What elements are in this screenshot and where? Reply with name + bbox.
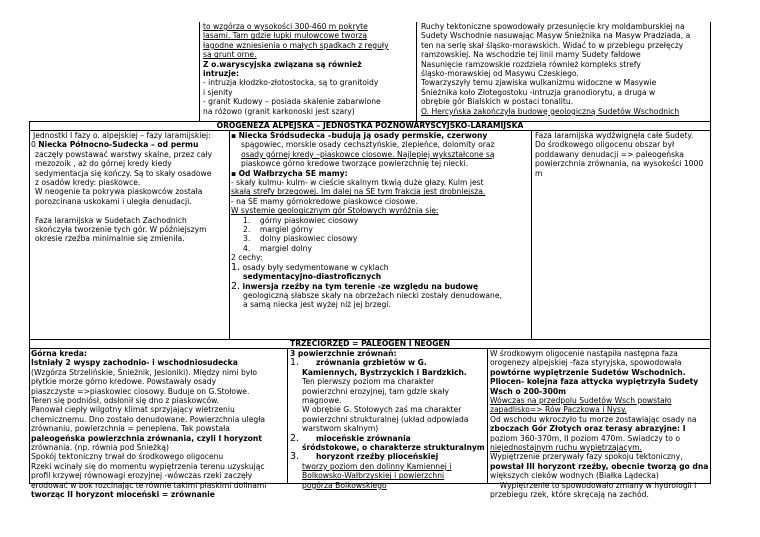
section-header-tertiary: TRZECIORZĘD = PALEOGEN I NEOGEN [290, 339, 450, 348]
text-line: Górna kreda: [31, 349, 87, 358]
bullet-icon: ▪ [231, 168, 237, 178]
text-line: okresie rzeźba minimalnie się zmieniła. [35, 234, 185, 244]
text-line: erodować w bok rozcinając te równie takimi płaskimi dolinami [31, 480, 267, 490]
text-line: przebiegu rzek, które skręcają na zachód. [490, 490, 649, 500]
text-line: Bolkowsko-Wałbrzyskiej i powierzchni [302, 471, 445, 481]
text-line: pogórza Bolkowskiego [302, 480, 387, 490]
col-divider-sec2-a [287, 348, 288, 484]
text-line: powierzchni erozyjnej, tam gdzie skały [302, 386, 449, 396]
text-line: powierzchni strukturalnej (układ odpowiada [302, 414, 469, 424]
text-line: śląsko-morawskiej od Masywu Czeskiego. [421, 69, 579, 79]
text-line: porozcinana uskokami i uległa denudacji. [35, 196, 192, 206]
text-line: O. Hercyńska zakończyła budowę geologiczną Sudetów Wschodnich [421, 106, 680, 116]
col-divider-sec2-b [487, 348, 488, 484]
col-divider-top [416, 22, 417, 122]
text-line: Kamiennych, Bystrzyckich i Bardzkich. [302, 367, 467, 377]
text-line: ▪ Od Wałbrzycha SE mamy: [231, 168, 348, 178]
text-line: śródstokowe, o charakterze strukturalnym [302, 443, 485, 453]
text-line: osady górnej kredy –piaskowce ciosowe. Najlepiej wykształcone są [241, 149, 495, 159]
text-line: Teren się podniósł, odsłonił się dno z piaskowców. [31, 396, 220, 406]
text-line: W środkowym oligocenie nastąpiła następna faza [490, 349, 678, 358]
text-line: m [535, 168, 543, 178]
text-line: Spokój tektoniczny trwał do środkowego oligocenu [31, 452, 224, 462]
text-line: Wypiętrzenie przerywały fazy spokoju tektoniczny, [490, 452, 683, 462]
text-line: sedymentacyjno-diastroficznych [243, 272, 382, 282]
text-line: powierzchnia zrównania, na wysokości 1000 [535, 159, 704, 169]
list-item: 2. mioceńskie zrównania [290, 432, 411, 444]
text-line: poziom 360-370m, II poziom 470m. Swiadczy to o [490, 433, 680, 443]
table-border-right-top [710, 22, 711, 122]
text-line: lasami. Tam gdzie łupki mułowcowe tworzą [203, 31, 368, 41]
text-line: piaskowce górno kredowe tworzące powierzchnię tej niecki. [241, 159, 469, 169]
table-border-left [29, 121, 30, 484]
text-line: Faza laramijska wydźwignęła całe Sudety. [535, 131, 694, 140]
text-line: Od wschodu wkroczyło tu morze zostawiając osady na [490, 414, 697, 424]
text-line: niejednostajnym ruchu wypiętrzającym. [490, 443, 642, 453]
text-line: paleogeńska powierzchnia zrównania, czyli I horyzont [31, 433, 262, 443]
text-line: (Wzgórza Strzelińskie, Śnieżnik, Jesioniki). Między nimi było [31, 367, 258, 377]
text-line: Wsch o 200-300m [490, 386, 567, 396]
text-line: Rzeki wcinały się do momentu wypiętrzenia terenu uzyskując [31, 461, 265, 471]
text-line: Ruchy tektoniczne spowodowały przesunięcie kry moldamburskiej na [421, 22, 685, 31]
table-border-left-top [199, 22, 200, 122]
text-line: chemicznemu. Dno zostało denudowane. Powierzchnia uległa [31, 414, 266, 424]
list-numeral: 0 [31, 140, 36, 150]
text-line: - granit Kudowy – posiada skalenie zabarwione [203, 97, 381, 107]
text-line: skałą strefy brzegowej. Im dalej na SE tym frakcja jest drobniejsza. [231, 187, 486, 197]
text-line: skończyła tworzenie tych gór. W późniejszym [35, 225, 207, 235]
text-line: Śnieżnika koło Złotegostoku -intruzja granodiorytu, a druga w [421, 87, 656, 97]
text-line: - na SE mamy górnokredowe piaskowce ciosowe. [231, 196, 418, 206]
text-line: obrębie gór Bialskich w postaci tonalitu. [421, 97, 574, 107]
text-line: są grunt orne. [203, 50, 257, 60]
spacer [31, 206, 228, 215]
text-line: W neogenie ta pokrywa piaskowców została [35, 187, 203, 197]
text-line: powtórne wypiętrzenie Sudetów Wschodnich. [490, 367, 686, 377]
text-line: Istniały 2 wyspy zachodnio- i wschodniosudecka [31, 358, 238, 368]
text-line: - skały kulmu- kulm- w cieście skalnym tkwią duże głazy. Kulm jest [231, 178, 484, 188]
text-line: tworzy poziom den dolinny Kamiennej i [302, 461, 452, 471]
text-line: Panował ciepły wilgotny klimat sprzyjający wietrzeniu [31, 405, 235, 415]
text-line: mezozoik , aż do górnej kredy kiedy [35, 159, 172, 169]
text-line: zapadlisko=> Rów Paczkowa i Nysy. [490, 405, 627, 415]
text-line: Sudety Wschodnie nasuwając Masyw Śnieżnika na Masyw Pradziada, a [421, 31, 691, 41]
text-line: 0 Niecka Północno-Sudecka – od permu [31, 140, 199, 150]
text-line: piaszczyste =>piaskowiec ciosowy. Buduje on G.Stołowe. [31, 386, 250, 396]
text-line: 3 powierzchnie zrównań: [290, 349, 397, 358]
text-line: z osadów kredy: piaskowce. [35, 178, 141, 188]
text-line: sedymentacja się kończy. Są to skały osadowe [35, 168, 212, 178]
top-mid-cell [203, 22, 415, 121]
text-line: zaczęły powstawać warstwy skalne, przez cały [35, 149, 213, 159]
list-item: 3. dolny piaskowiec ciosowy [243, 234, 358, 244]
text-line: i sjenity [203, 87, 233, 97]
sec1-mid-cell [231, 131, 530, 338]
list-item: 4. margiel dolny [243, 243, 312, 253]
sec2-mid-cell [290, 349, 486, 490]
list-item: 1. zrównania grzbietów w G. [290, 357, 427, 369]
text-line: ten na serię skał śląsko-morawskich. Widać to w przebiegu przełęczy [421, 40, 684, 50]
text-line: Ten pierwszy poziom ma charakter [302, 377, 435, 387]
text-line: - intruzja kłodzko-złotostocka, są to granitoidy [203, 78, 379, 88]
text-line: Faza laramijska w Sudetach Zachodnich [35, 215, 187, 225]
text-line: większych cieków wodnych (Białka Lądecka) [490, 471, 659, 481]
text-line: zrównaniu, powierzchnia = peneplena. Tak powstała [31, 424, 230, 434]
top-right-cell [421, 22, 709, 121]
text-line: profil krzywej równowagi erozyjnej -wówczas rzeki zaczęły [31, 471, 253, 481]
text-line: ▪ Niecka Śródsudecka –budują ją osady permskie, czerwony [231, 131, 488, 140]
text-line: Wówczas na przedpolu Sudetów Wsch powstało [490, 396, 672, 406]
list-item: 1. osady były sedymentowane w cyklach [231, 261, 389, 273]
text-line: W obrębie G. Stołowych zaś ma charakter [302, 405, 462, 415]
text-line: Wypiętrzenie to spowodowało zmiany w hydrologii i [490, 480, 697, 490]
text-line: a samą niecka jest wyżej niż jej brzegi. [243, 300, 391, 310]
list-item: 1. górny piaskowiec ciosowy [243, 215, 359, 225]
section-header-alpine: OROGENEZA ALPEJSKA – JEDNOSTKA POZNOWARYSCYJSKO-LARAMIJSKA [216, 121, 524, 130]
table-border-right [710, 121, 711, 484]
text-line: intruzje: [203, 69, 239, 79]
text-line: Jednostki I fazy o. alpejskiej – fazy laramijskiej: [33, 131, 211, 140]
col-divider-sec1-a [229, 130, 230, 340]
text-line: warstwom skalnym) [302, 424, 379, 434]
text-line: tworząc II horyzont mioceński = zrównanie [31, 490, 215, 500]
sec2-left-cell [31, 349, 286, 500]
text-line: powstał III horyzont rzeźby, obecnie tworzą go dna [490, 461, 709, 471]
text-line: Z o.waryscyjska związana są również [203, 59, 362, 69]
text-line: to wzgórza o wysokości 300-460 m pokryte [203, 22, 368, 31]
text-line: W systemie geologicznym gór Stołowych wyróżnia się: [231, 206, 439, 216]
text-line: magnowe. [302, 396, 342, 406]
text-line: geologiczną słabsze skały na obrzeżach niecki zostały denudowane, [243, 290, 502, 300]
text-line: na różowo (granit karkonoski jest szary) [203, 106, 355, 116]
col-divider-sec1-b [531, 130, 532, 340]
list-item: 2. margiel górny [243, 225, 313, 235]
text-line: łagodne wzniesienia o małych spadkach z reguły [203, 40, 389, 50]
sec1-right-cell [535, 131, 709, 338]
text-line: Nasunięcie ramzowskie rozdziela również kompleks strefy [421, 59, 641, 69]
bullet-icon: ▪ [231, 131, 237, 140]
text-line: zboczach Gór Złotych oraz terasy abrazyjne: I [490, 424, 686, 434]
list-item: 3. horyzont rzeźby plioceńskiej [290, 451, 439, 463]
list-item: 2. inwersja rzeźby na tym terenie -ze względu na budowę [231, 280, 479, 292]
text-line: ramzowskiej. Na wschodzie tej linii mamy Sudety fałdowe [421, 50, 641, 60]
text-line: płytkie morze górno kredowe. Powstawały osady [31, 377, 217, 387]
text-line: zrównania. (np. równia pod Śnieżką) [31, 443, 170, 453]
sec2-right-cell [490, 349, 709, 500]
sec1-left-cell [31, 131, 228, 338]
text-line: poddawany denudacji => paleogeńska [535, 149, 684, 159]
text-line: Towarzyszyły temu zjawiska wulkanizmu widoczne w Masywie [421, 78, 657, 88]
text-line: Pliocen- kolejna faza attycka wypiętrzyła Sudety [490, 377, 699, 387]
text-line: spągowiec, morskie osady cechsztyńskie, zlepieńce, dolomity oraz [241, 140, 495, 150]
text-line: orogenezy alpejskiej -faza styryjska, spowodowała [490, 358, 682, 368]
text-line: Do środkowego oligocenu obszar był [535, 140, 675, 150]
text-line: 2 cechy: [231, 253, 263, 263]
